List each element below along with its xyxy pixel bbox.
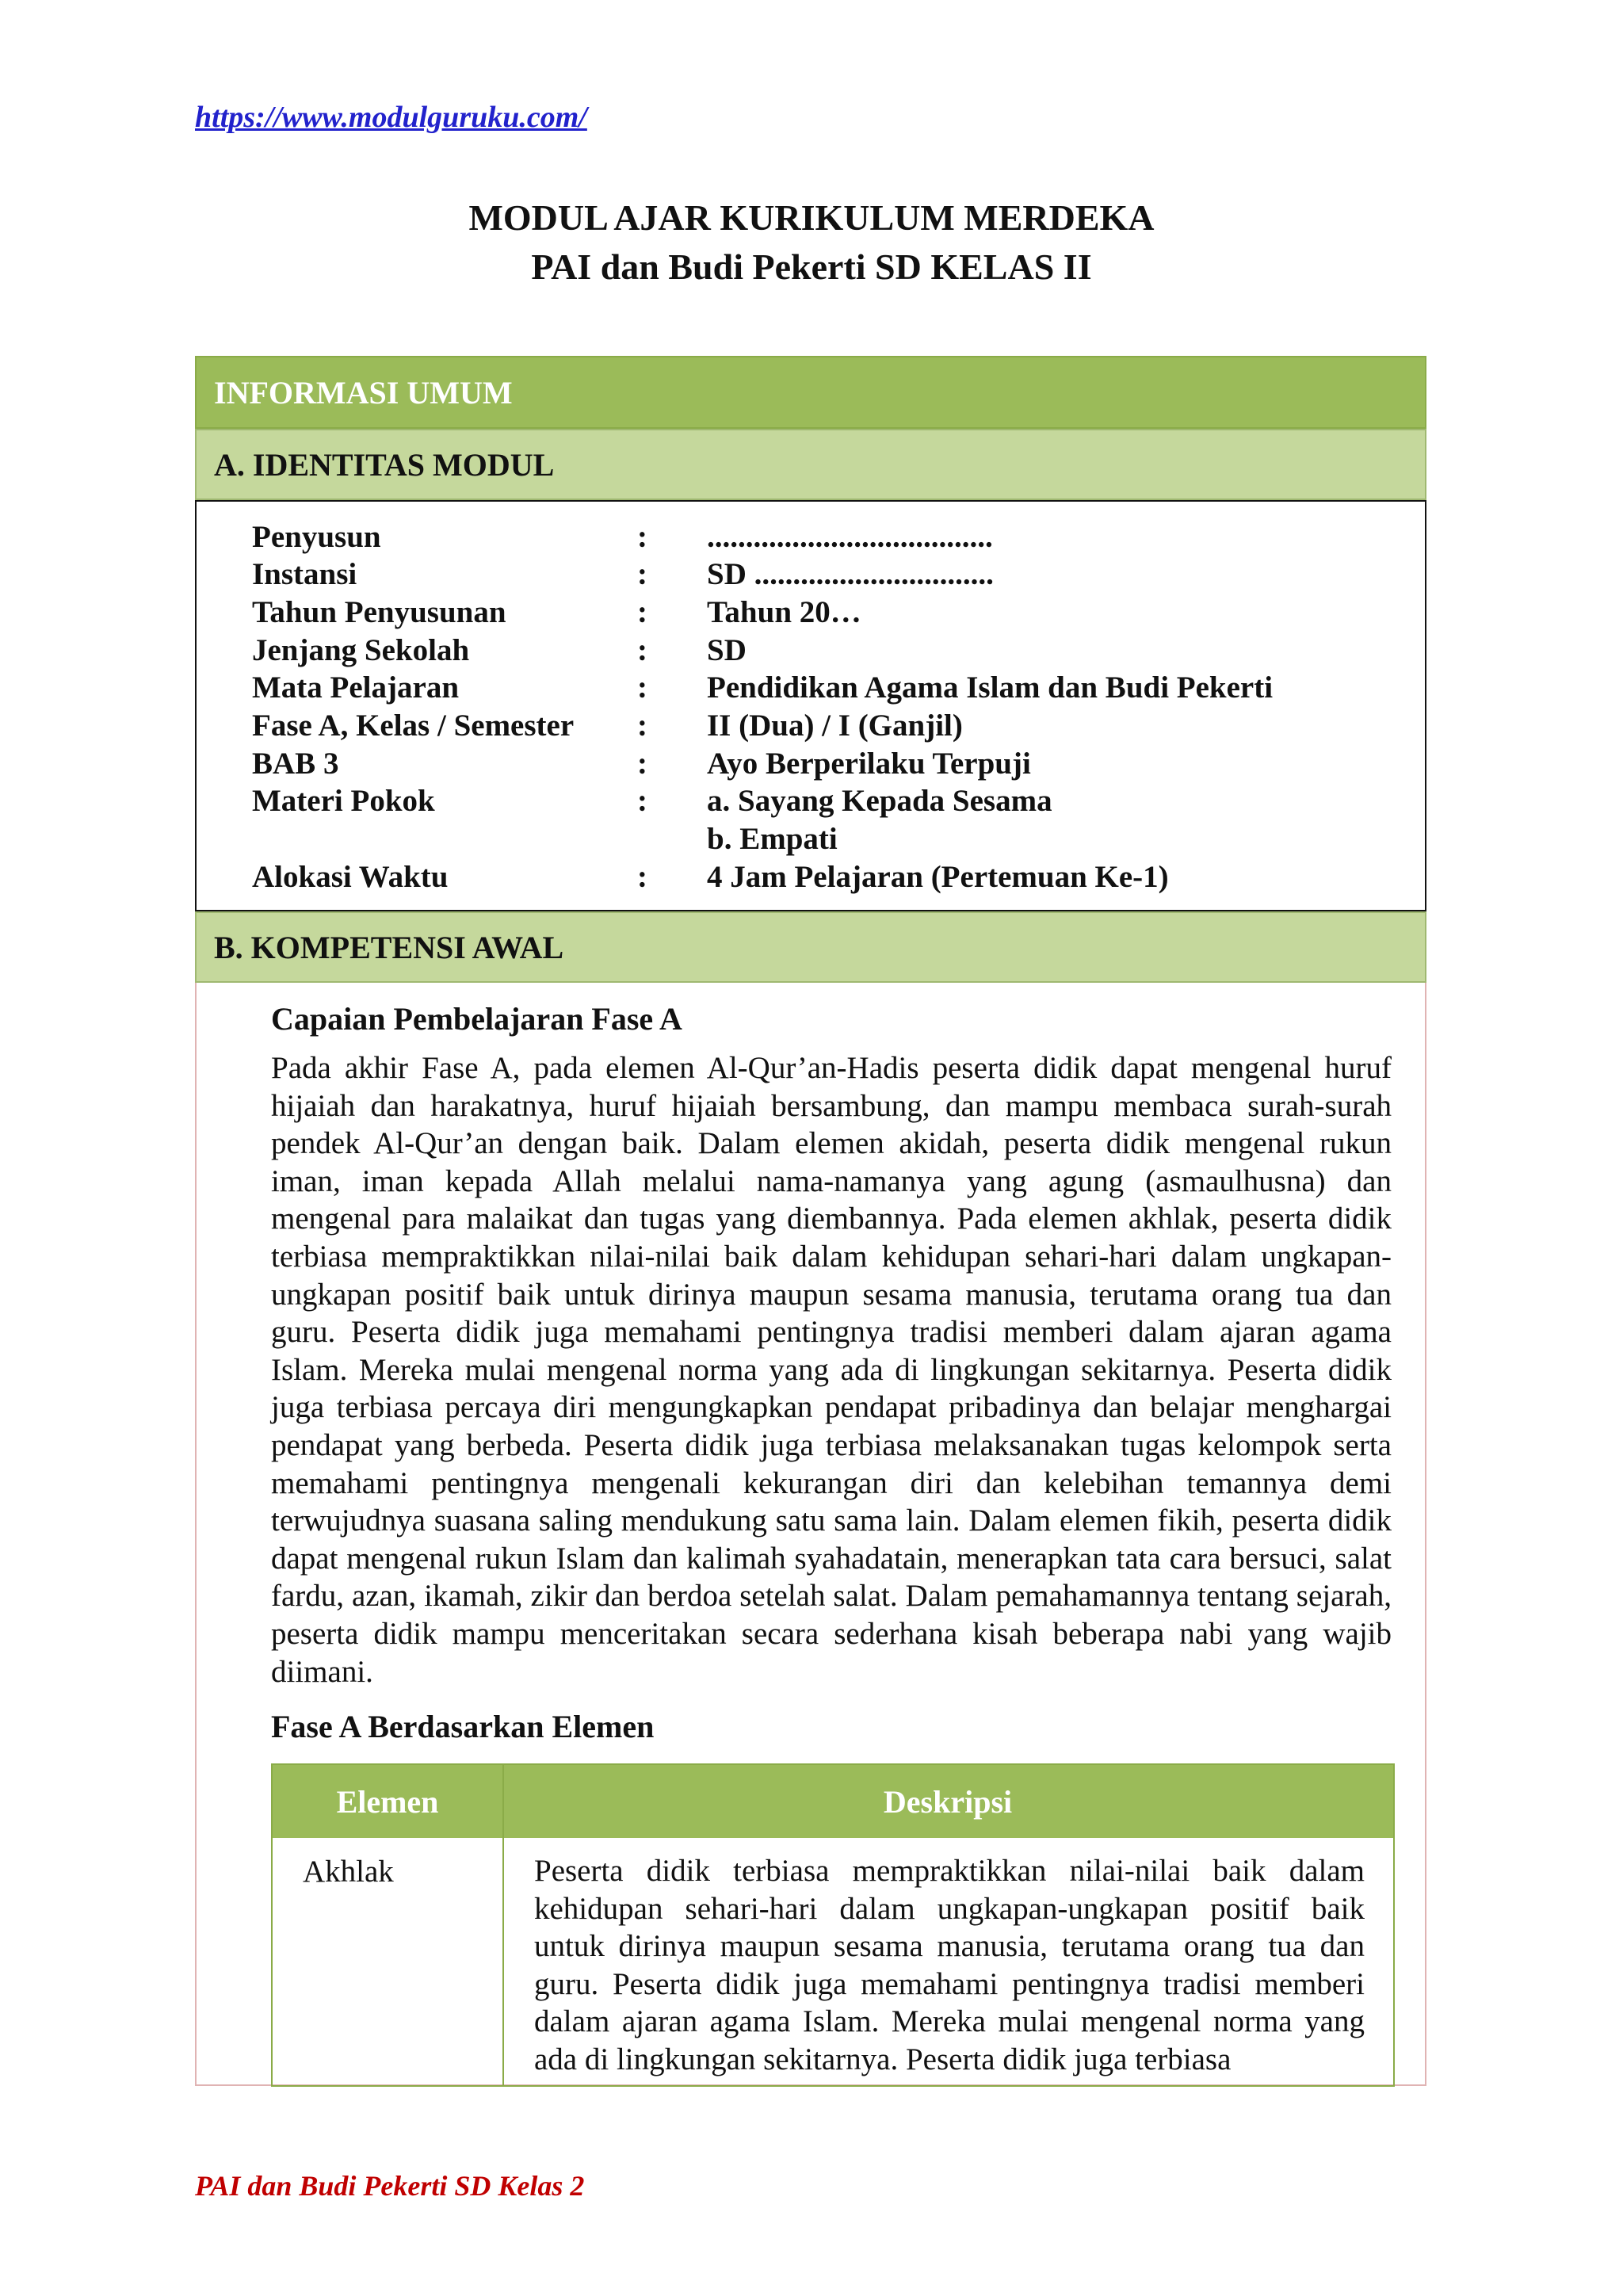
identity-value: 4 Jam Pelajaran (Pertemuan Ke-1) <box>707 860 1169 894</box>
identity-value: Ayo Berperilaku Terpuji <box>707 747 1031 781</box>
identity-label: Instansi <box>252 557 357 591</box>
capaian-paragraph: Pada akhir Fase A, pada elemen Al-Qur’an-Hadis peserta didik dapat mengenal huruf hijaiah dan harakatnya, huruf hijaiah bersambung, dan mampu membaca surah-surah pendek Al-Qur’an dengan baik. Dalam elemen akidah, peserta didik mengenal rukun iman, iman kepada Allah melalui nama-namanya yang agung (asmaulhusna) dan mengenal para malaikat dan tugas yang diembannya. Pada elemen akhlak, peserta didik terbiasa mempraktikkan nilai-nilai baik dalam kehidupan sehari-hari dalam ungkapan-ungkapan positif baik untuk dirinya maupun sesama manusia, terutama orang tua dan guru. Peserta didik juga memahami pentingnya tradisi memberi dalam ajaran agama Islam. Mereka mulai mengenal norma yang ada di lingkungan sekitarnya. Peserta didik juga terbiasa percaya diri mengungkapkan pendapat pribadinya dan belajar menghargai pendapat yang berbeda. Peserta didik juga terbiasa melaksanakan tugas kelompok serta memahami pentingnya mengenali kekurangan diri dan kelebihan temannya demi terwujudnya suasana saling mendukung satu sama lain. Dalam elemen fikih, peserta didik dapat mengenal rukun Islam dan kalimah syahadatain, menerapkan tata cara bersuci, salat fardu, azan, ikamah, zikir dan berdoa setelah salat. Dalam pemahamannya tentang sejarah, peserta didik mampu menceritakan secara sederhana kisah beberapa nabi yang wajib diimani. <box>271 1051 1392 1689</box>
title-line-1: MODUL AJAR KURIKULUM MERDEKA <box>468 197 1155 238</box>
identity-value: SD <box>707 633 747 667</box>
title-line-2: PAI dan Budi Pekerti SD KELAS II <box>531 246 1092 287</box>
identity-label: Materi Pokok <box>252 784 435 818</box>
identity-label: Jenjang Sekolah <box>252 633 470 667</box>
identity-label: Penyusun <box>252 520 381 554</box>
document-title <box>0 193 1623 292</box>
table-cell-deskripsi: Peserta didik terbiasa mempraktikkan nilai-nilai baik dalam kehidupan sehari-hari dalam ungkapan-ungkapan positif baik untuk dirinya maupun sesama manusia, terutama orang tua dan guru. Peserta didik juga memahami pentingnya tradisi memberi dalam ajaran agama Islam. Mereka mulai mengenal norma yang ada di lingkungan sekitarnya. Peserta didik juga terbiasa <box>534 1854 1365 2076</box>
identity-colon: : <box>637 557 647 591</box>
column-divider <box>502 1765 504 2085</box>
identity-value: Tahun 20… <box>707 595 861 629</box>
identity-colon: : <box>637 747 647 781</box>
identity-value: a. Sayang Kepada Sesama <box>707 784 1052 818</box>
identity-colon: : <box>637 784 647 818</box>
table-header-row <box>273 1765 1393 1838</box>
elemen-heading: Fase A Berdasarkan Elemen <box>271 1709 655 1744</box>
identity-value: Pendidikan Agama Islam dan Budi Pekerti <box>707 670 1274 705</box>
identity-colon: : <box>637 670 647 705</box>
column-header-deskripsi: Deskripsi <box>883 1783 1013 1820</box>
section-kompetensi-awal: B. KOMPETENSI AWAL <box>195 911 1426 983</box>
identity-value: II (Dua) / I (Ganjil) <box>707 709 963 743</box>
identity-label: Mata Pelajaran <box>252 670 460 705</box>
identity-label: Alokasi Waktu <box>252 860 449 894</box>
capaian-heading: Capaian Pembelajaran Fase A <box>271 1001 682 1037</box>
identity-value: b. Empati <box>707 822 838 856</box>
identity-colon: : <box>637 709 647 743</box>
elemen-table <box>271 1763 1395 2087</box>
section-identitas-modul: A. IDENTITAS MODUL <box>195 429 1426 500</box>
identity-label: BAB 3 <box>252 747 339 781</box>
identity-label: Fase A, Kelas / Semester <box>252 709 575 743</box>
identity-colon: : <box>637 860 647 894</box>
identity-colon: : <box>637 595 647 629</box>
column-header-elemen: Elemen <box>336 1783 439 1820</box>
identity-colon: : <box>637 520 647 554</box>
section-informasi-umum: INFORMASI UMUM <box>195 356 1426 429</box>
footer-text: PAI dan Budi Pekerti SD Kelas 2 <box>195 2170 585 2202</box>
identity-colon: : <box>637 633 647 667</box>
identity-value: SD ............................... <box>707 557 994 591</box>
identity-value: ..................................... <box>707 520 993 554</box>
identity-label: Tahun Penyusunan <box>252 595 506 629</box>
table-cell-elemen: Akhlak <box>303 1855 394 1889</box>
header-url-link[interactable]: https://www.modulguruku.com/ <box>195 101 587 134</box>
